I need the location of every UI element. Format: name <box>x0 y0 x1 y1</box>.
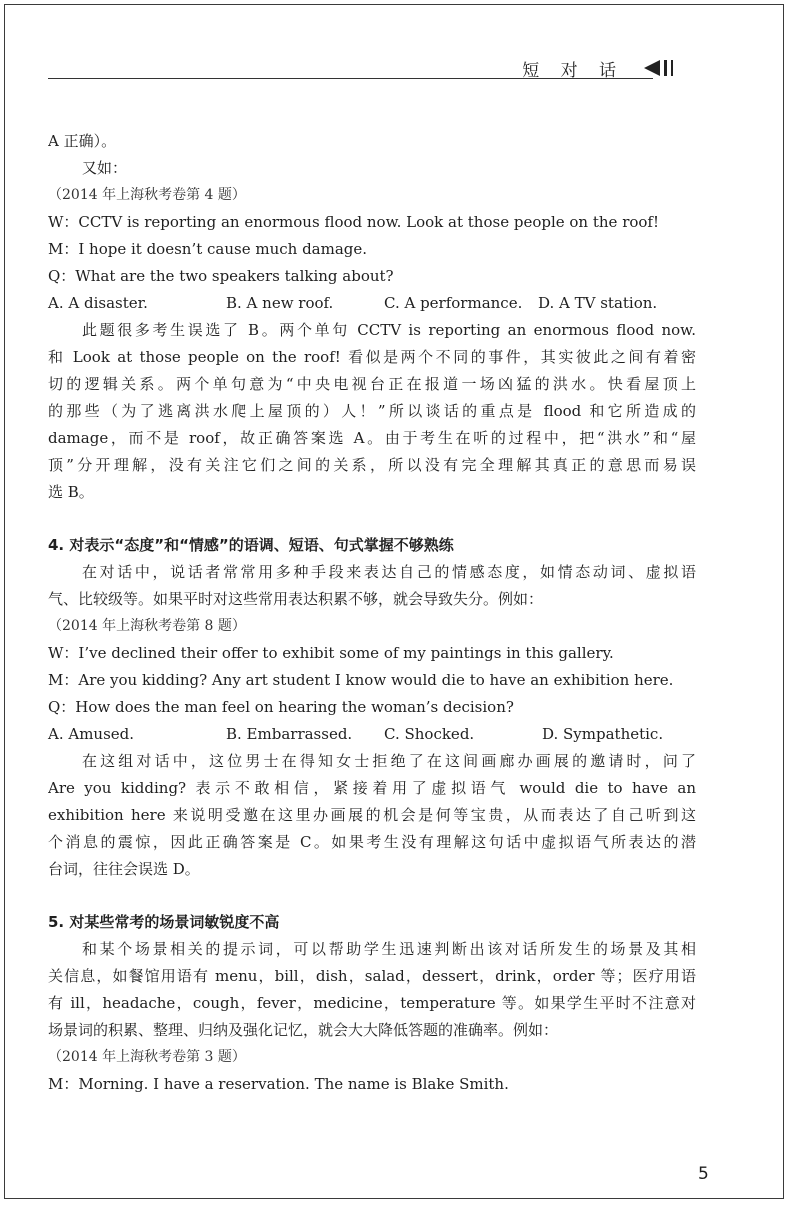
option-a: A. A disaster. <box>48 294 148 312</box>
option-d: D. A TV station. <box>538 294 658 312</box>
source-citation: （2014 年上海秋考卷第 8 题） <box>48 618 246 634</box>
option-c: C. Shocked. <box>384 725 475 743</box>
chapter-marker-icon <box>644 58 680 78</box>
option-d: D. Sympathetic. <box>542 725 664 743</box>
dialogue-woman: W：CCTV is reporting an enormous flood now. Look at those people on the roof! <box>48 213 660 231</box>
option-b: B. A new roof. <box>226 294 334 312</box>
intro-line: 在对话中，说话者常常用多种手段来表达自己的情感态度，如情态动词、虚拟语 <box>82 563 696 581</box>
analysis-line: Are you kidding? 表示不敢相信，紧接着用了虚拟语气 would die to have an <box>48 779 696 797</box>
intro-line: 气、比较级等。如果平时对这些常用表达积累不够，就会导致失分。例如： <box>48 590 544 608</box>
intro-line: 有 ill，headache，cough，fever，medicine，temperature 等。如果学生平时不注意对 <box>48 994 696 1012</box>
option-a: A. Amused. <box>48 725 135 743</box>
running-header <box>48 52 680 82</box>
intro-line: 关信息，如餐馆用语有 menu，bill，dish，salad，dessert，drink，order 等；医疗用语 <box>48 967 696 985</box>
section-heading-5: 5. 对某些常考的场景词敏锐度不高 <box>48 913 280 931</box>
answer-options <box>48 721 696 748</box>
source-citation: （2014 年上海秋考卷第 4 题） <box>48 187 246 203</box>
option-c: C. A performance. <box>384 294 523 312</box>
analysis-line: 台词，往往会误选 D。 <box>48 860 200 878</box>
page-body <box>48 128 696 1098</box>
dialogue-question: Q：How does the man feel on hearing the woman’s decision? <box>48 698 514 716</box>
analysis-line: 选 B。 <box>48 483 94 501</box>
intro-line: 场景词的积累、整理、归纳及强化记忆，就会大大降低答题的准确率。例如： <box>48 1021 559 1039</box>
intro-line: 和某个场景相关的提示词，可以帮助学生迅速判断出该对话所发生的场景及其相 <box>82 940 696 958</box>
dialogue-man: M：Morning. I have a reservation. The name is Blake Smith. <box>48 1075 509 1093</box>
page-number: 5 <box>698 1164 709 1184</box>
dialogue-woman: W：I’ve declined their offer to exhibit some of my paintings in this gallery. <box>48 644 614 662</box>
section-heading-4: 4. 对表示“态度”和“情感”的语调、短语、句式掌握不够熟练 <box>48 536 454 554</box>
analysis-line: 此题很多考生误选了 B。两个单句 CCTV is reporting an enormous flood now. <box>82 321 696 339</box>
analysis-line: 和 Look at those people on the roof! 看似是两个不同的事件，其实彼此之间有着密 <box>48 348 696 366</box>
text-line: A 正确）。 <box>48 132 117 150</box>
text-line: 又如： <box>82 159 128 177</box>
source-citation: （2014 年上海秋考卷第 3 题） <box>48 1049 246 1065</box>
analysis-line: damage，而不是 roof，故正确答案选 A。由于考生在听的过程中，把“洪水”和“屋 <box>48 429 696 447</box>
chapter-title: 短 对 话 <box>522 61 624 81</box>
dialogue-man: M：Are you kidding? Any art student I know would die to have an exhibition here. <box>48 671 674 689</box>
analysis-line: exhibition here 来说明受邀在这里办画展的机会是何等宝贵，从而表达了自己听到这 <box>48 806 696 824</box>
analysis-line: 在这组对话中，这位男士在得知女士拒绝了在这间画廊办画展的邀请时，问了 <box>82 752 696 770</box>
answer-options <box>48 290 696 317</box>
analysis-line: 切的逻辑关系。两个单句意为“中央电视台正在报道一场凶猛的洪水。快看屋顶上 <box>48 375 696 393</box>
analysis-line: 个消息的震惊，因此正确答案是 C。如果考生没有理解这句话中虚拟语气所表达的潜 <box>48 833 696 851</box>
analysis-line: 的那些（为了逃离洪水爬上屋顶的）人！”所以谈话的重点是 flood 和它所造成的 <box>48 402 696 420</box>
dialogue-man: M：I hope it doesn’t cause much damage. <box>48 240 368 258</box>
option-b: B. Embarrassed. <box>226 725 353 743</box>
analysis-line: 顶”分开理解，没有关注它们之间的关系，所以没有完全理解其真正的意思而易误 <box>48 456 696 474</box>
dialogue-question: Q：What are the two speakers talking about? <box>48 267 394 285</box>
